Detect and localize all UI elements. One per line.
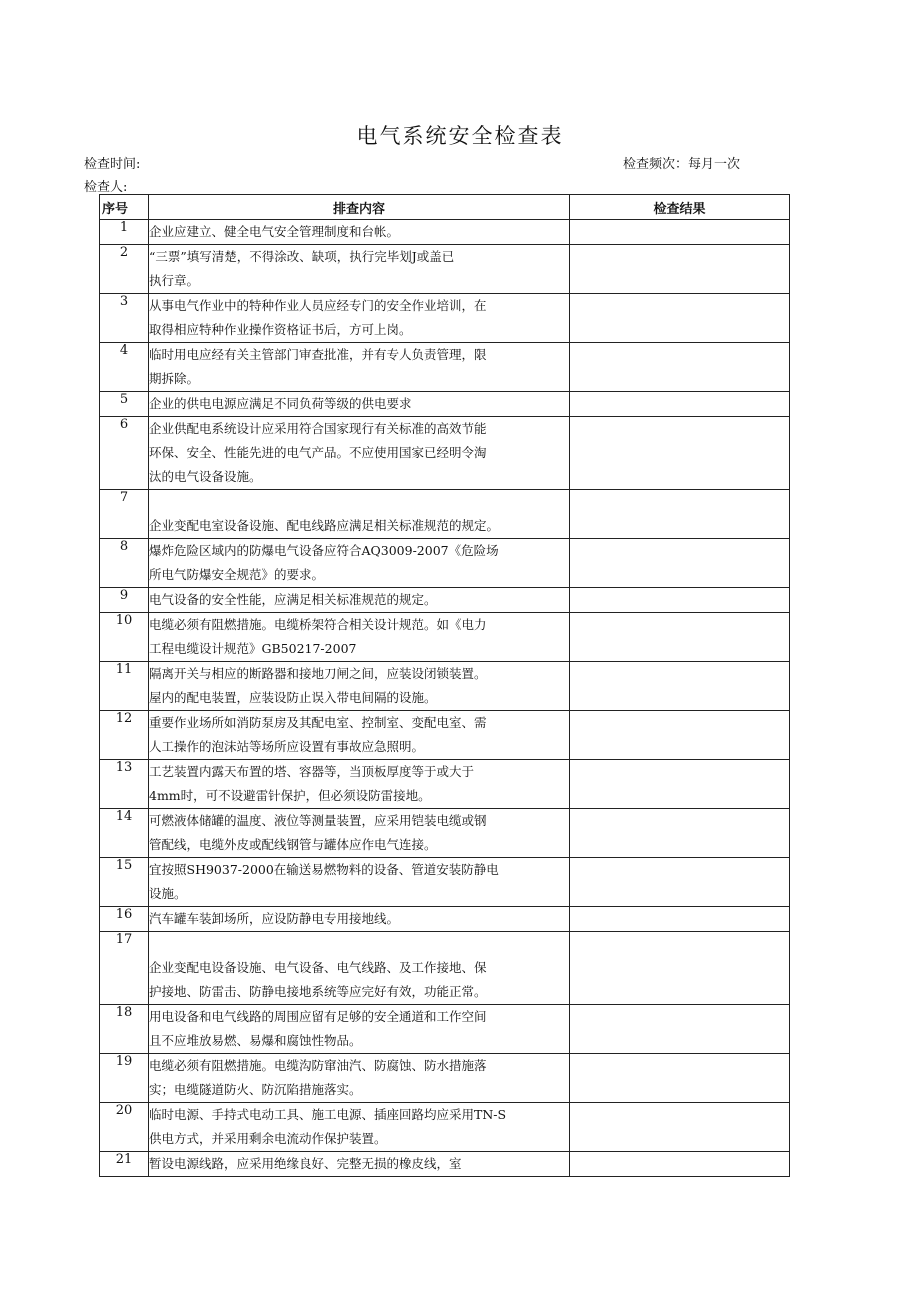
table-header-row xyxy=(100,195,790,220)
check-result-cell[interactable] xyxy=(570,392,790,417)
row-number: 14 xyxy=(100,809,149,858)
row-number: 2 xyxy=(100,245,149,294)
content-line: 且不应堆放易燃、易爆和腐蚀性物品。 xyxy=(149,1033,362,1048)
check-item-content xyxy=(149,1152,570,1177)
row-number: 17 xyxy=(100,932,149,1005)
check-item-content xyxy=(149,662,570,711)
table-row xyxy=(100,858,790,907)
row-number: 9 xyxy=(100,588,149,613)
row-number: 6 xyxy=(100,417,149,490)
row-number: 19 xyxy=(100,1054,149,1103)
content-line: 可燃液体储罐的温度、液位等测量装置，应采用铠装电缆或钢 xyxy=(149,813,487,828)
check-result-cell[interactable] xyxy=(570,1005,790,1054)
check-item-content xyxy=(149,490,570,539)
row-number: 12 xyxy=(100,711,149,760)
check-result-cell[interactable] xyxy=(570,245,790,294)
check-item-content xyxy=(149,220,570,245)
content-line: 汰的电气设备设施。 xyxy=(149,469,262,484)
row-number: 11 xyxy=(100,662,149,711)
check-item-content xyxy=(149,1005,570,1054)
content-line: 工艺装置内露天布置的塔、容器等，当顶板厚度等于或大于 xyxy=(149,764,475,779)
row-number: 21 xyxy=(100,1152,149,1177)
table-row xyxy=(100,343,790,392)
content-line: 临时电源、手持式电动工具、施工电源、插座回路均应采用TN-S xyxy=(149,1107,507,1122)
content-line: 管配线，电缆外皮或配线钢管与罐体应作电气连接。 xyxy=(149,837,437,852)
content-line: 实；电缆隧道防火、防沉陷措施落实。 xyxy=(149,1082,362,1097)
content-line: 执行章。 xyxy=(149,273,200,288)
check-result-cell[interactable] xyxy=(570,760,790,809)
check-result-cell[interactable] xyxy=(570,1054,790,1103)
table-row xyxy=(100,490,790,539)
header-no: 序号 xyxy=(100,195,149,220)
document-title: 电气系统安全检查表 xyxy=(356,124,564,148)
table-row xyxy=(100,907,790,932)
check-item-content xyxy=(149,809,570,858)
row-number: 5 xyxy=(100,392,149,417)
check-item-content xyxy=(149,588,570,613)
table-row xyxy=(100,613,790,662)
content-line: 电气设备的安全性能，应满足相关标准规范的规定。 xyxy=(149,592,437,607)
table-row xyxy=(100,245,790,294)
content-line: 电缆必须有阻燃措施。电缆沟防窜油汽、防腐蚀、防水措施落 xyxy=(149,1058,487,1073)
check-item-content xyxy=(149,417,570,490)
table-row xyxy=(100,539,790,588)
row-number: 10 xyxy=(100,613,149,662)
check-result-cell[interactable] xyxy=(570,1152,790,1177)
check-item-content xyxy=(149,907,570,932)
check-item-content xyxy=(149,1103,570,1152)
content-line: 爆炸危险区域内的防爆电气设备应符合AQ3009-2007《危险场 xyxy=(149,543,499,558)
check-result-cell[interactable] xyxy=(570,588,790,613)
check-result-cell[interactable] xyxy=(570,417,790,490)
header-result: 检查结果 xyxy=(570,195,790,220)
check-item-content xyxy=(149,932,570,1005)
content-line: 企业变配电设备设施、电气设备、电气线路、及工作接地、保 xyxy=(149,960,487,975)
row-number: 15 xyxy=(100,858,149,907)
table-row xyxy=(100,588,790,613)
inspection-time-label: 检查时间: xyxy=(84,157,141,172)
check-item-content xyxy=(149,613,570,662)
content-line: 企业应建立、健全电气安全管理制度和台帐。 xyxy=(149,224,400,239)
check-result-cell[interactable] xyxy=(570,343,790,392)
check-result-cell[interactable] xyxy=(570,613,790,662)
row-number: 1 xyxy=(100,220,149,245)
inspection-frequency: 检查频次：每月一次 xyxy=(623,157,741,172)
content-line: 重要作业场所如消防泵房及其配电室、控制室、变配电室、需 xyxy=(149,715,487,730)
content-line: 期拆除。 xyxy=(149,371,200,386)
content-line: 宜按照SH9037-2000在输送易燃物料的设备、管道安装防静电 xyxy=(149,862,499,877)
table-row xyxy=(100,392,790,417)
table-row xyxy=(100,1054,790,1103)
check-result-cell[interactable] xyxy=(570,490,790,539)
check-item-content xyxy=(149,760,570,809)
row-number: 7 xyxy=(100,490,149,539)
content-line: 企业供配电系统设计应采用符合国家现行有关标准的高效节能 xyxy=(149,421,487,436)
table-row xyxy=(100,932,790,1005)
check-result-cell[interactable] xyxy=(570,220,790,245)
content-line: 设施。 xyxy=(149,886,187,901)
check-result-cell[interactable] xyxy=(570,809,790,858)
table-row xyxy=(100,809,790,858)
content-line: 工程电缆设计规范》GB50217-2007 xyxy=(149,641,357,656)
check-result-cell[interactable] xyxy=(570,539,790,588)
table-body xyxy=(100,220,790,1177)
content-line: 所电气防爆安全规范》的要求。 xyxy=(149,567,325,582)
content-line: “三票”填写清楚，不得涂改、缺项，执行完毕划J或盖已 xyxy=(149,249,455,264)
row-number: 4 xyxy=(100,343,149,392)
table-row xyxy=(100,294,790,343)
check-item-content xyxy=(149,711,570,760)
content-line: 企业变配电室设备设施、配电线路应满足相关标准规范的规定。 xyxy=(149,518,500,533)
content-line xyxy=(149,932,569,956)
header-content: 排查内容 xyxy=(149,195,570,220)
row-number: 3 xyxy=(100,294,149,343)
table-row xyxy=(100,1103,790,1152)
check-result-cell[interactable] xyxy=(570,1103,790,1152)
row-number: 13 xyxy=(100,760,149,809)
table-row xyxy=(100,760,790,809)
check-item-content xyxy=(149,294,570,343)
table-row xyxy=(100,711,790,760)
check-item-content xyxy=(149,245,570,294)
content-line: 暂设电源线路，应采用绝缘良好、完整无损的橡皮线，室 xyxy=(149,1156,462,1171)
content-line: 4mm时，可不设避雷针保护，但必须设防雷接地。 xyxy=(149,788,431,803)
check-result-cell[interactable] xyxy=(570,711,790,760)
table-row xyxy=(100,662,790,711)
check-item-content xyxy=(149,392,570,417)
check-item-content xyxy=(149,343,570,392)
inspector-label: 检查人: xyxy=(84,180,128,195)
check-item-content xyxy=(149,539,570,588)
check-item-content xyxy=(149,1054,570,1103)
content-line: 用电设备和电气线路的周围应留有足够的安全通道和工作空间 xyxy=(149,1009,487,1024)
checklist-table xyxy=(99,194,790,1177)
content-line: 隔离开关与相应的断路器和接地刀闸之间，应装设闭锁装置。 xyxy=(149,666,487,681)
row-number: 18 xyxy=(100,1005,149,1054)
content-line: 取得相应特种作业操作资格证书后，方可上岗。 xyxy=(149,322,412,337)
table-row xyxy=(100,220,790,245)
check-result-cell[interactable] xyxy=(570,294,790,343)
row-number: 16 xyxy=(100,907,149,932)
content-line: 屋内的配电装置，应装设防止误入带电间隔的设施。 xyxy=(149,690,437,705)
content-line: 护接地、防雷击、防静电接地系统等应完好有效，功能正常。 xyxy=(149,984,487,999)
content-line: 环保、安全、性能先进的电气产品。不应使用国家已经明令淘 xyxy=(149,445,487,460)
check-result-cell[interactable] xyxy=(570,662,790,711)
content-line: 电缆必须有阻燃措施。电缆桥架符合相关设计规范。如《电力 xyxy=(149,617,487,632)
check-result-cell[interactable] xyxy=(570,932,790,1005)
row-number: 8 xyxy=(100,539,149,588)
check-item-content xyxy=(149,858,570,907)
table-row xyxy=(100,1152,790,1177)
content-line: 企业的供电电源应满足不同负荷等级的供电要求 xyxy=(149,396,412,411)
content-line: 人工操作的泡沫站等场所应设置有事故应急照明。 xyxy=(149,739,425,754)
content-line: 供电方式，并采用剩余电流动作保护装置。 xyxy=(149,1131,387,1146)
table-row xyxy=(100,417,790,490)
content-line: 汽车罐车装卸场所，应设防静电专用接地线。 xyxy=(149,911,400,926)
table-row xyxy=(100,1005,790,1054)
check-result-cell[interactable] xyxy=(570,907,790,932)
content-line: 从事电气作业中的特种作业人员应经专门的安全作业培训，在 xyxy=(149,298,487,313)
content-line xyxy=(149,490,569,514)
content-line: 临时用电应经有关主管部门审查批准，并有专人负责管理，限 xyxy=(149,347,487,362)
check-result-cell[interactable] xyxy=(570,858,790,907)
row-number: 20 xyxy=(100,1103,149,1152)
